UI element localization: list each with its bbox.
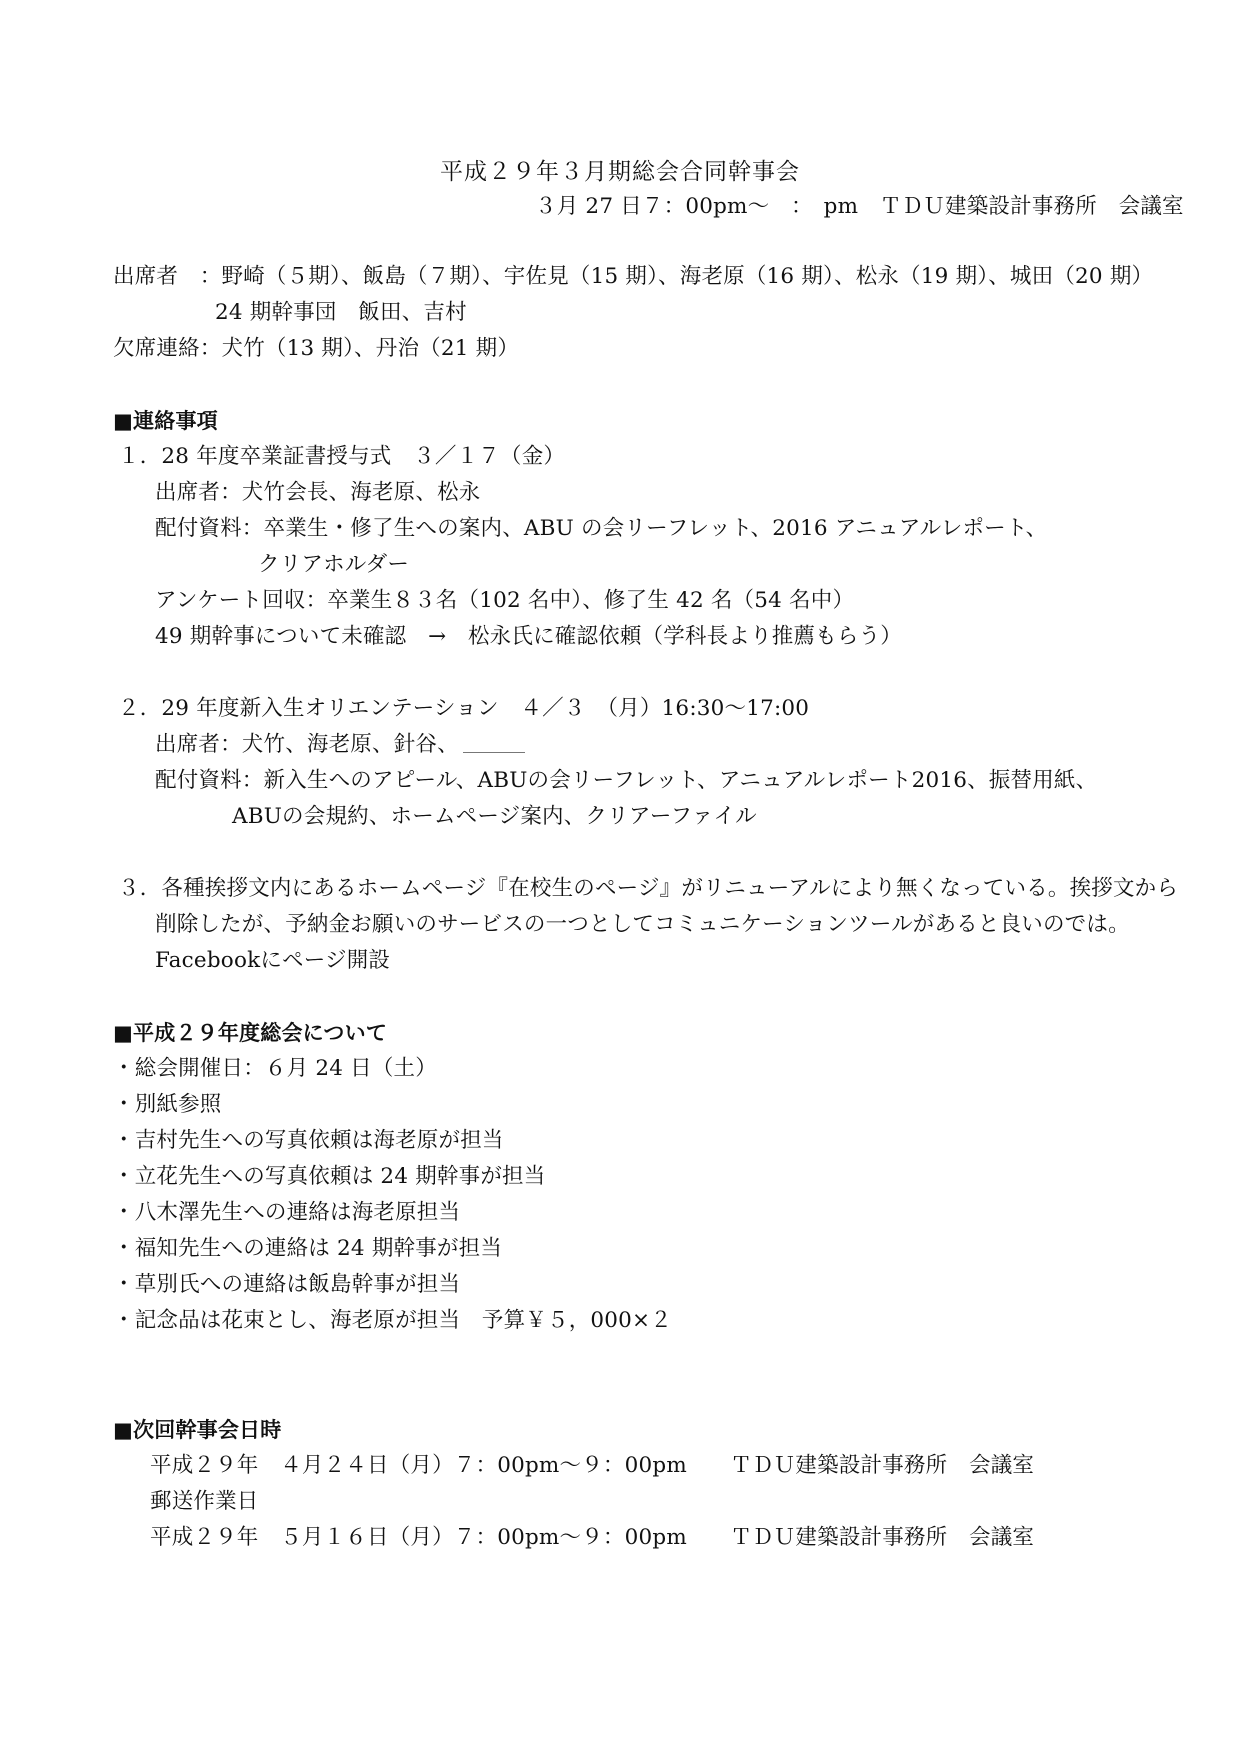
item1-materials-line-1: 配付資料：卒業生・修了生への案内、ABU の会リーフレット、2016 アニュアルレポート、 <box>155 516 1048 541</box>
item3-line-2: 削除したが、予納金お願いのサービスの一つとしてコミュニケーションツールがあると良いのでは。 <box>155 912 1130 937</box>
absentees-line: 欠席連絡：犬竹（13 期）、丹治（21 期） <box>113 336 520 361</box>
attendees-line-2: 24 期幹事団 飯田、吉村 <box>215 300 467 325</box>
item1-title: １．28 年度卒業証書授与式 ３／１７（金） <box>118 444 566 469</box>
soukai-bullet: ・吉村先生への写真依頼は海老原が担当 <box>113 1128 504 1153</box>
item1-attendees: 出席者：犬竹会長、海老原、松永 <box>155 480 481 505</box>
item3-line-1: ３．各種挨拶文内にあるホームページ『在校生のページ』がリニューアルにより無くなっている。挨拶文から <box>118 876 1179 901</box>
attendees-line-1: 出席者 ：野崎（５期）、飯島（７期）、宇佐見（15 期）、海老原（16 期）、松永（19 期）、城田（20 期） <box>113 264 1154 289</box>
soukai-bullet: ・福知先生への連絡は 24 期幹事が担当 <box>113 1236 503 1261</box>
item1-note: 49 期幹事について未確認 → 松永氏に確認依頼（学科長より推薦もらう） <box>155 624 902 649</box>
item1-survey: アンケート回収：卒業生８３名（102 名中）、修了生 42 名（54 名中） <box>155 588 855 613</box>
item3-line-3: Facebookにページ開設 <box>155 948 391 973</box>
next-meeting-line-2: 郵送作業日 <box>150 1489 259 1514</box>
section-heading-renraku: ■連絡事項 <box>113 409 218 433</box>
section-heading-next-meeting: ■次回幹事会日時 <box>113 1418 282 1442</box>
next-meeting-line-3: 平成２９年 ５月１６日（月）７：00pm～９：00pm ＴＤＵ建築設計事務所 会議室 <box>150 1525 1035 1550</box>
next-meeting-line-1: 平成２９年 ４月２４日（月）７：00pm～９：00pm ＴＤＵ建築設計事務所 会議室 <box>150 1453 1035 1478</box>
soukai-bullet: ・総会開催日：６月 24 日（土） <box>113 1056 437 1081</box>
soukai-bullet: ・別紙参照 <box>113 1092 222 1117</box>
soukai-bullet: ・草別氏への連絡は飯島幹事が担当 <box>113 1272 461 1297</box>
item2-attendees-row <box>155 730 525 760</box>
section-heading-soukai: ■平成２９年度総会について <box>113 1021 388 1045</box>
document-title: 平成２９年３月期総会合同幹事会 <box>440 159 800 185</box>
item2-title: ２．29 年度新入生オリエンテーション ４／３ （月）16:30～17:00 <box>118 696 810 721</box>
meeting-info: ３月 27 日７：00pm～ ： pm ＴＤＵ建築設計事務所 会議室 <box>535 194 1184 219</box>
soukai-bullet: ・立花先生への写真依頼は 24 期幹事が担当 <box>113 1164 546 1189</box>
item2-materials-line-1: 配付資料：新入生へのアピール、ABUの会リーフレット、アニュアルレポート2016、振替用紙、 <box>155 768 1098 793</box>
item2-materials-line-2: ABUの会規約、ホームページ案内、クリアーファイル <box>232 804 757 829</box>
soukai-bullet: ・記念品は花束とし、海老原が担当 予算￥５，000×２ <box>113 1308 672 1333</box>
item1-materials-line-2: クリアホルダー <box>258 552 410 577</box>
blank-underline <box>463 732 525 753</box>
item2-attendees: 出席者：犬竹、海老原、針谷、 <box>155 732 459 757</box>
soukai-bullet: ・八木澤先生への連絡は海老原担当 <box>113 1200 461 1225</box>
